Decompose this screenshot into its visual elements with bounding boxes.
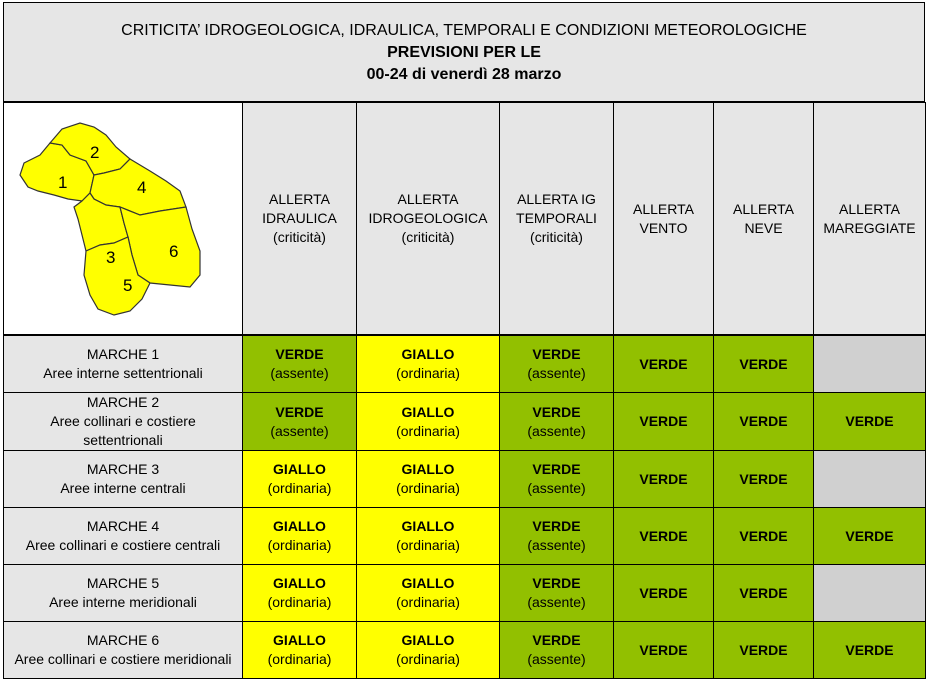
alert-level: GIALLO (401, 346, 455, 362)
alert-cell-idrogeologica (357, 622, 500, 679)
zone-label-cell (4, 451, 243, 508)
alert-severity: (assente) (527, 594, 586, 610)
map-label-4: 4 (137, 178, 147, 197)
alert-severity: (assente) (270, 422, 329, 439)
alert-level: GIALLO (273, 518, 326, 534)
alert-severity: (ordinaria) (396, 365, 460, 381)
zone-name: MARCHE 2 (86, 394, 160, 410)
zone-label-cell (4, 565, 243, 622)
alert-level: VERDE (532, 575, 581, 591)
alert-cell-idraulica (243, 393, 357, 451)
alert-severity: (ordinaria) (267, 651, 332, 667)
alert-cell-vento (614, 565, 714, 622)
alert-severity: (ordinaria) (267, 537, 332, 553)
alert-level: VERDE (275, 403, 324, 420)
alert-severity: (ordinaria) (396, 651, 460, 667)
col-header-line2: NEVE (744, 219, 783, 236)
alert-level: VERDE (739, 584, 788, 601)
alert-level: GIALLO (401, 461, 455, 477)
zone-row-4 (4, 508, 926, 565)
alert-level: GIALLO (401, 518, 455, 534)
alert-cell-temporali (500, 336, 614, 393)
col-header-line1: ALLERTA (733, 200, 794, 217)
zone-description-cont: settentrionali (83, 432, 163, 448)
alert-cell-neve (714, 565, 814, 622)
alert-severity: (ordinaria) (267, 594, 332, 610)
alert-cell-mareggiate (814, 622, 926, 679)
alert-severity: (ordinaria) (396, 422, 460, 439)
alert-severity: (assente) (270, 365, 329, 381)
col-header-idraulica (243, 103, 357, 335)
col-header-line1: ALLERTA (839, 200, 900, 217)
bulletin-header (3, 2, 925, 102)
col-header-line1: ALLERTA IG (517, 191, 596, 207)
col-header-line2: MAREGGIATE (823, 219, 916, 236)
alert-cell-neve (714, 393, 814, 451)
alert-cell-neve (714, 451, 814, 508)
col-header-mareggiate (814, 103, 926, 335)
alert-cell-temporali (500, 393, 614, 451)
alert-severity: (ordinaria) (396, 480, 460, 496)
alert-cell-temporali (500, 622, 614, 679)
alert-level: VERDE (739, 355, 788, 372)
alert-level: GIALLO (273, 575, 326, 591)
zone-name: MARCHE 1 (86, 346, 160, 362)
col-header-neve (714, 103, 814, 335)
map-zones (20, 123, 200, 315)
alert-cell-idraulica (243, 622, 357, 679)
alert-cell-vento (614, 393, 714, 451)
zone-row-1 (4, 336, 926, 393)
alert-level: VERDE (275, 346, 324, 362)
alert-level: VERDE (532, 632, 581, 648)
bulletin-date: 00-24 di venerdì 28 marzo (366, 66, 562, 83)
col-header-line2: TEMPORALI (516, 210, 597, 226)
alert-cell-idrogeologica (357, 451, 500, 508)
zone-name: MARCHE 3 (86, 461, 160, 477)
alert-cell-mareggiate (814, 393, 926, 451)
col-header-line1: ALLERTA (269, 191, 330, 207)
alert-level: VERDE (532, 346, 581, 362)
alert-severity: (assente) (527, 422, 586, 439)
zone-description: Aree interne meridionali (49, 594, 197, 610)
zone-row-5 (4, 565, 926, 622)
alert-cell-idrogeologica (357, 508, 500, 565)
zone-row-3 (4, 451, 926, 508)
alert-level: VERDE (845, 413, 894, 429)
alert-bulletin (3, 2, 925, 679)
alert-level: VERDE (639, 413, 688, 429)
col-header-idrogeologica (357, 103, 500, 335)
zone-row-6 (4, 622, 926, 679)
alert-level: GIALLO (401, 632, 455, 648)
alert-cell-temporali (500, 565, 614, 622)
alert-level: VERDE (639, 527, 688, 544)
alert-level: VERDE (845, 641, 894, 658)
alert-level: VERDE (532, 461, 581, 477)
alert-cell-idraulica (243, 565, 357, 622)
alert-level: VERDE (739, 413, 788, 429)
alert-table (3, 102, 926, 335)
col-header-line3: (criticità) (401, 229, 455, 245)
alert-level: VERDE (532, 403, 581, 420)
alert-cell-idraulica (243, 508, 357, 565)
map-label-5: 5 (123, 276, 133, 295)
alert-cell-vento (614, 622, 714, 679)
col-header-line2: VENTO (639, 219, 688, 236)
alert-level: VERDE (639, 470, 688, 487)
alert-level: GIALLO (273, 632, 326, 648)
zone-label-cell (4, 622, 243, 679)
alert-cell-idrogeologica (357, 565, 500, 622)
bulletin-subtitle: PREVISIONI PER LE (387, 44, 541, 61)
map-label-2: 2 (90, 143, 100, 162)
alert-cell-neve (714, 622, 814, 679)
alert-cell-neve (714, 508, 814, 565)
alert-cell-temporali (500, 508, 614, 565)
map-label-1: 1 (58, 173, 68, 192)
alert-cell-vento (614, 508, 714, 565)
alert-cell-temporali (500, 451, 614, 508)
alert-cell-mareggiate (814, 508, 926, 565)
alert-severity: (ordinaria) (396, 537, 460, 553)
alert-severity: (assente) (527, 480, 586, 496)
zone-description: Aree interne settentrionali (43, 365, 203, 381)
alert-cell-neve (714, 336, 814, 393)
alert-cell-vento (614, 451, 714, 508)
zone-description: Aree collinari e costiere (50, 413, 196, 429)
alert-severity: (assente) (527, 537, 586, 553)
alert-table-body (3, 335, 926, 679)
alert-cell-mareggiate (814, 565, 926, 622)
col-header-line3: (criticità) (273, 229, 326, 245)
alert-cell-idrogeologica (357, 393, 500, 451)
zone-name: MARCHE 4 (86, 518, 160, 534)
col-header-line1: ALLERTA (633, 200, 694, 217)
alert-level: VERDE (739, 641, 788, 658)
alert-level: GIALLO (273, 461, 326, 477)
alert-cell-mareggiate (814, 336, 926, 393)
alert-cell-idrogeologica (357, 336, 500, 393)
zone-description: Aree collinari e costiere centrali (25, 537, 221, 553)
col-header-line3: (criticità) (530, 229, 583, 245)
alert-severity: (ordinaria) (267, 480, 332, 496)
col-header-temporali (500, 103, 614, 335)
col-header-vento (614, 103, 714, 335)
alert-level: VERDE (639, 355, 688, 372)
zone-name: MARCHE 6 (86, 632, 160, 648)
column-header-row (4, 103, 926, 335)
zone-label-cell (4, 336, 243, 393)
alert-severity: (ordinaria) (396, 594, 460, 610)
zone-description: Aree collinari e costiere meridionali (14, 651, 232, 667)
alert-severity: (assente) (527, 365, 586, 381)
alert-level: VERDE (639, 584, 688, 601)
alert-cell-idraulica (243, 451, 357, 508)
map-label-3: 3 (106, 248, 116, 267)
bulletin-title: CRITICITA’ IDROGEOLOGICA, IDRAULICA, TEMPORALI E CONDIZIONI METEOROLOGICHE (121, 22, 807, 39)
alert-cell-mareggiate (814, 451, 926, 508)
zone-map-cell (4, 103, 243, 335)
zone-label-cell (4, 393, 243, 451)
marche-zone-map (10, 115, 210, 320)
zone-name: MARCHE 5 (86, 575, 160, 591)
col-header-line2: IDROGEOLOGICA (368, 210, 488, 226)
col-header-line1: ALLERTA (397, 191, 459, 207)
alert-level: GIALLO (401, 575, 455, 591)
alert-level: VERDE (845, 527, 894, 544)
map-label-6: 6 (169, 242, 179, 261)
alert-level: VERDE (739, 470, 788, 487)
col-header-line2: IDRAULICA (262, 210, 337, 226)
alert-level: VERDE (739, 527, 788, 544)
alert-level: VERDE (532, 518, 581, 534)
alert-cell-vento (614, 336, 714, 393)
alert-level: VERDE (639, 641, 688, 658)
alert-level: GIALLO (401, 403, 455, 420)
alert-severity: (assente) (527, 651, 586, 667)
zone-row-2 (4, 393, 926, 451)
zone-label-cell (4, 508, 243, 565)
zone-description: Aree interne centrali (60, 480, 186, 496)
alert-cell-idraulica (243, 336, 357, 393)
